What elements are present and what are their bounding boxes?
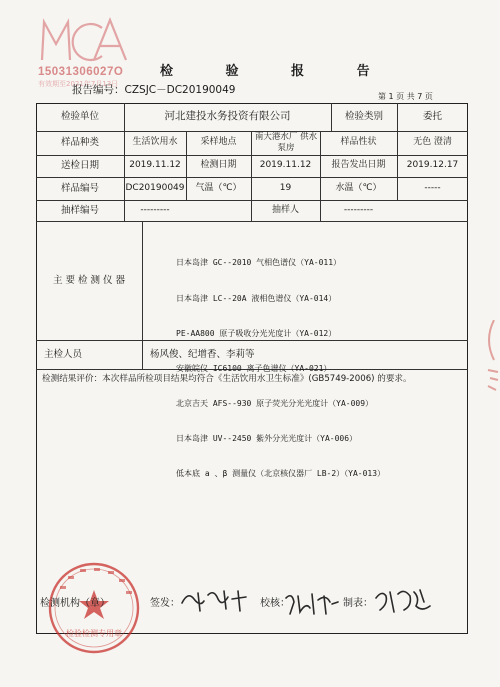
col-divider: [142, 221, 143, 369]
label-issuer: 签发：: [150, 598, 180, 609]
label-sampling-site: 采样地点: [200, 137, 237, 148]
label-inspection-unit: 检验单位: [60, 111, 99, 123]
label-main-inspectors: 主检人员: [44, 348, 83, 360]
page-info: 第 1 页 共 7 页: [378, 92, 433, 101]
value-main-inspectors: 杨风俊、纪增香、李莉等: [150, 348, 255, 360]
label-sampling-number: 抽样编号: [60, 204, 99, 216]
cma-logo: [36, 14, 132, 66]
report-number: 报告编号：CZSJC－DC20190049: [72, 84, 236, 96]
label-air-temp: 气温（℃）: [195, 182, 242, 193]
value-test-date: 2019.11.12: [259, 160, 312, 171]
label-inspection-type: 检验类别: [344, 111, 383, 123]
label-sample-state: 样品性状: [340, 137, 377, 148]
stamp-text: 检验检测专用章: [66, 629, 122, 638]
instrument-item: 低本底 a 、β 测量仪（北京核仪器厂 LB-2）（YA-013）: [176, 468, 386, 478]
instrument-item: PE-AA800 原子吸收分光光度计（YA-012）: [176, 328, 337, 338]
label-test-date: 检测日期: [200, 160, 237, 171]
value-sampling-site: 南大港水厂 供水泵房: [254, 132, 318, 153]
label-testing-agency: 检测机构（章）: [40, 598, 110, 609]
label-sampler: 抽样人: [271, 204, 299, 215]
label-main-instruments: 主 要 检 测 仪 器: [52, 274, 126, 286]
value-inspection-type: 委托: [422, 111, 442, 123]
label-water-temp: 水温（℃）: [335, 182, 382, 193]
cma-validity: 有效期至2021年7月13日: [38, 80, 119, 88]
value-sampling-number: ---------: [140, 204, 170, 215]
label-tabulator: 制表：: [343, 598, 373, 609]
value-submit-date: 2019.11.12: [129, 160, 181, 171]
instrument-item: 日本岛津 GC--2010 气相色谱仪（YA-011）: [176, 258, 342, 268]
value-sampler: ---------: [343, 204, 374, 215]
instrument-item: 日本岛津 UV--2450 紫外分光光度计（YA-006）: [176, 433, 358, 443]
edge-seal-fragment: [480, 320, 500, 420]
value-report-date: 2019.12.17: [406, 160, 459, 171]
value-sample-kind: 生活饮用水: [132, 137, 178, 148]
conclusion-text: 检测结果评价：本次样品所检项目结果均符合《生活饮用水卫生标准》(GB5749-2006) 的要求。: [42, 374, 412, 384]
label-checker: 校核：: [260, 598, 290, 609]
value-water-temp: -----: [424, 182, 441, 193]
value-sample-number: DC20190049: [125, 182, 185, 193]
label-sample-kind: 样品种类: [60, 137, 99, 149]
checker-signature: [282, 588, 340, 618]
tabulator-signature: [370, 584, 436, 618]
cma-code: 15031306027O: [38, 66, 124, 78]
value-inspection-unit: 河北建投水务投资有限公司: [164, 110, 291, 123]
value-sample-state: 无色 澄清: [413, 137, 452, 148]
label-sample-number: 样品编号: [60, 182, 99, 194]
instrument-item: 日本岛津 LC--20A 液相色谱仪（YA-014）: [176, 293, 337, 303]
issuer-signature: [178, 585, 250, 615]
label-submit-date: 送检日期: [60, 160, 99, 172]
label-report-date: 报告发出日期: [331, 160, 386, 171]
value-air-temp: 19: [279, 182, 292, 193]
instrument-item: 安徽皖仪 IC6100 离子色谱仪（YA-021）: [176, 363, 332, 373]
instrument-item: 北京吉天 AFS--930 原子荧光分光光度计（YA-009）: [176, 398, 374, 408]
document-title: 检 验 报 告: [160, 64, 394, 79]
